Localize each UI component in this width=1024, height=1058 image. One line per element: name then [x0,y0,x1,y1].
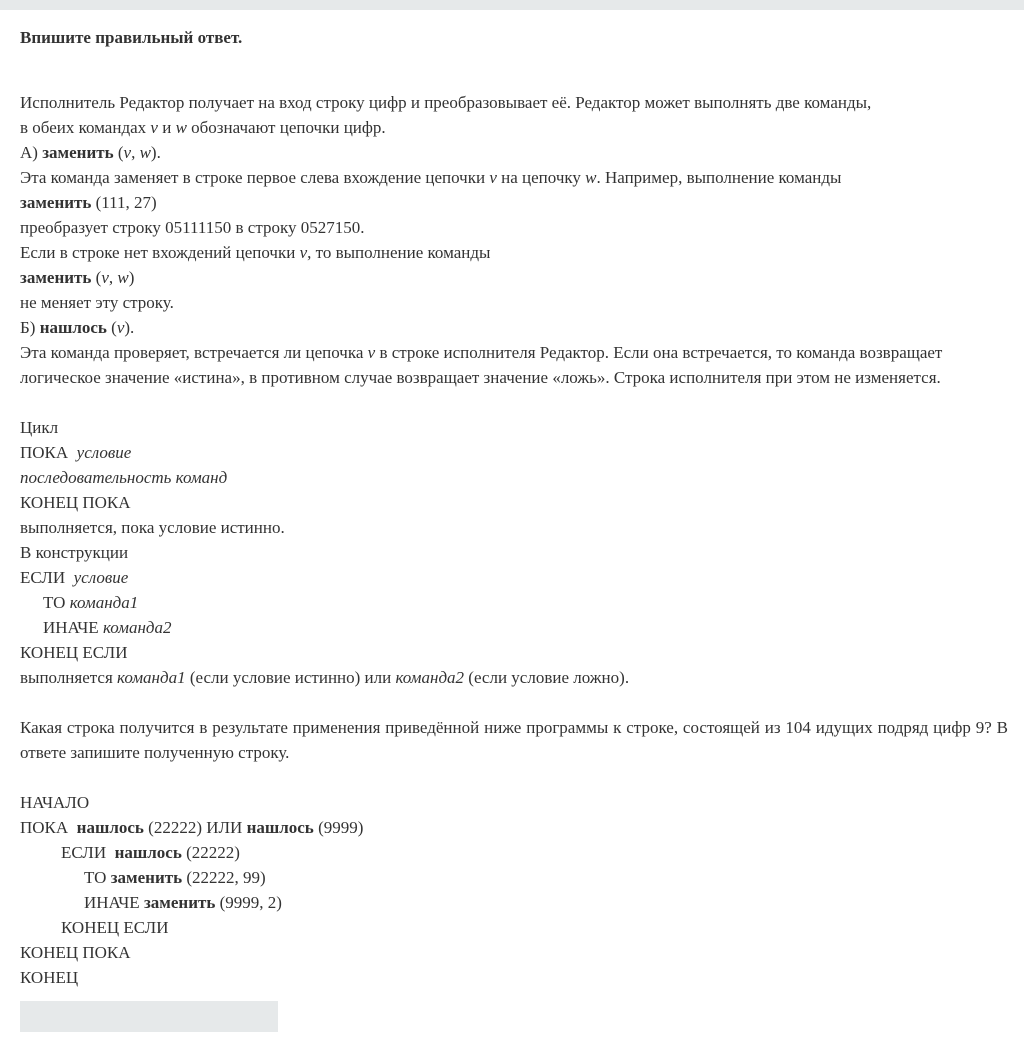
top-bar [0,0,1024,10]
program-else: ИНАЧЕ заменить (9999, 2) [84,893,282,912]
intro-line-7: Если в строке нет вхождений цепочки v, то выполнение команды [20,243,491,262]
program-end: КОНЕЦ [20,968,79,987]
construct-desc: выполняется команда1 (если условие истинно) или команда2 (если условие ложно). [20,668,630,687]
program-then: ТО заменить (22222, 99) [84,868,266,887]
question-text: Какая строка получится в результате применения приведённой ниже программы к строке, состоящей из 104 идущих подряд цифр 9? В ответе запишите полученную строку. [20,718,1008,762]
program-end-if: КОНЕЦ ЕСЛИ [61,918,169,937]
program-listing [20,790,1008,990]
program-while: ПОКА нашлось (22222) ИЛИ нашлось (9999) [20,818,364,837]
construct-title: В конструкции [20,543,129,562]
replace-command-generic: заменить (v, w) [20,268,135,287]
loop-description [20,415,1008,690]
command-a-definition: А) заменить (v, w). [20,143,161,162]
intro-line-1: Исполнитель Редактор получает на вход строку цифр и преобразовывает её. Редактор может выполнять две команды, [20,93,872,112]
intro-line-11: Эта команда проверяет, встречается ли цепочка v в строке исполнителя Редактор. Если она встречается, то команда возвращает логическое значение «истина», в противном случае возвращает значение «ложь». Строка исполнителя при этом не изменяется. [20,343,943,387]
loop-commands-line: последовательность команд [20,468,228,487]
program-if: ЕСЛИ нашлось (22222) [61,843,240,862]
task-description [20,90,1008,390]
loop-title: Цикл [20,418,59,437]
intro-line-4: Эта команда заменяет в строке первое слева вхождение цепочки v на цепочку w. Например, выполнение команды [20,168,842,187]
construct-else-line: ИНАЧЕ команда2 [43,618,172,637]
loop-desc: выполняется, пока условие истинно. [20,518,285,537]
command-b-definition: Б) нашлось (v). [20,318,135,337]
program-begin: НАЧАЛО [20,793,90,812]
instruction-heading: Впишите правильный ответ. [20,28,243,47]
example-result: преобразует строку 05111150 в строку 0527150. [20,218,365,237]
construct-if-line: ЕСЛИ условие [20,568,129,587]
intro-line-9: не меняет эту строку. [20,293,174,312]
example-command: заменить (111, 27) [20,193,157,212]
answer-input[interactable] [20,1001,278,1032]
loop-while-line: ПОКА условие [20,443,132,462]
loop-end-while: КОНЕЦ ПОКА [20,493,131,512]
task-content [20,25,1008,990]
construct-then-line: ТО команда1 [43,593,139,612]
construct-end-if: КОНЕЦ ЕСЛИ [20,643,128,662]
program-end-while: КОНЕЦ ПОКА [20,943,131,962]
intro-line-2: в обеих командах v и w обозначают цепочки цифр. [20,118,386,137]
